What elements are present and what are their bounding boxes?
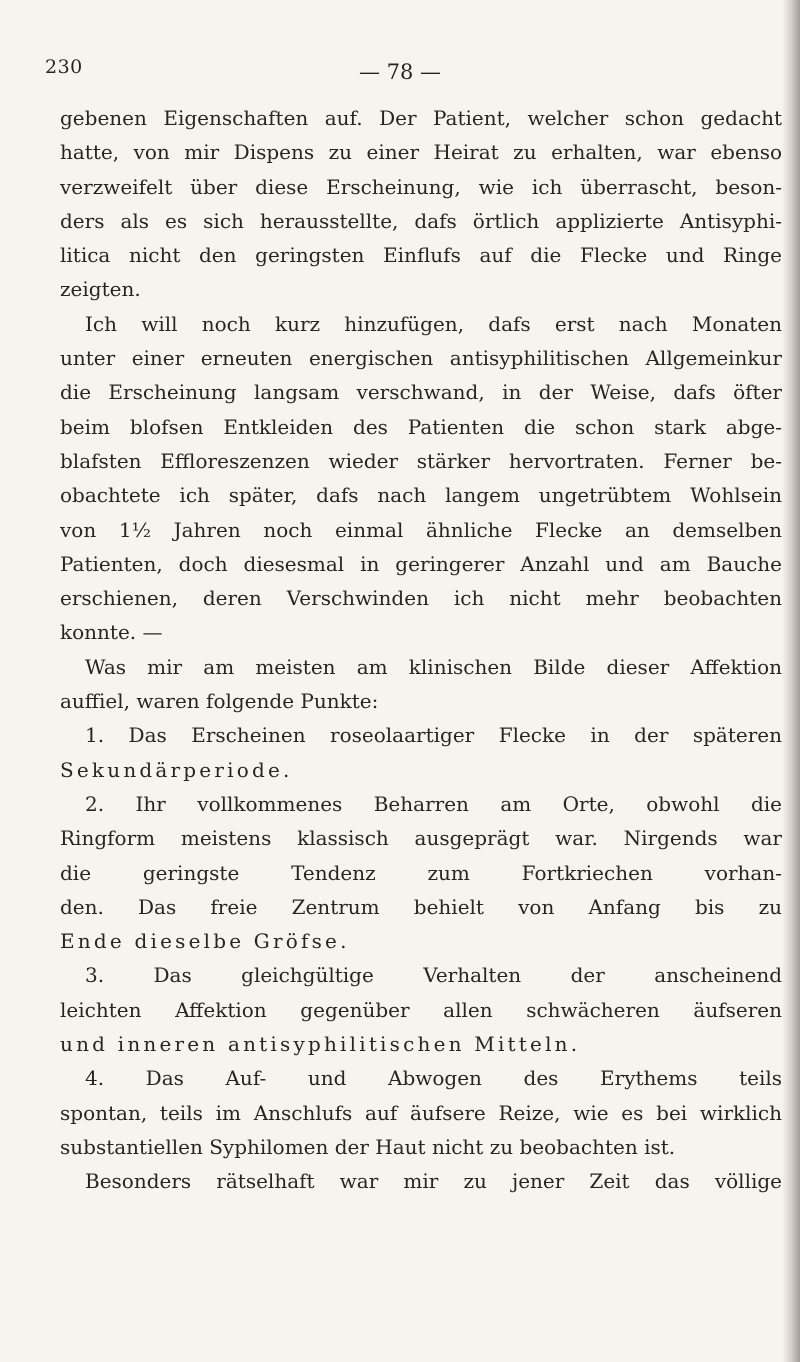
text-line: und inneren antisyphilitischen Mitteln. <box>60 1032 581 1057</box>
text-line: die geringste Tendenz zum Fortkriechen vorhan- <box>60 860 782 885</box>
body-text <box>60 101 782 1199</box>
page-edge-shadow <box>782 0 800 1362</box>
text-line: verzweifelt über diese Erscheinung, wie ich überrascht, beson- <box>60 174 782 199</box>
text-line: Was mir am meisten am klinischen Bilde dieser Affektion <box>85 654 782 679</box>
text-line: substantiellen Syphilomen der Haut nicht zu beobachten ist. <box>60 1134 676 1159</box>
text-line: den. Das freie Zentrum behielt von Anfang bis zu <box>60 894 782 919</box>
text-line: konnte. — <box>60 620 163 645</box>
text-line: zeigten. <box>60 277 141 302</box>
list-item-2: 2. Ihr vollkommenes Beharren am Orte, obwohl die <box>85 791 782 816</box>
running-head: — 78 — <box>358 60 442 84</box>
text-line: spontan, teils im Anschlufs auf äufsere Reize, wie es bei wirklich <box>60 1100 782 1125</box>
text-line: erschienen, deren Verschwinden ich nicht mehr beobachten <box>60 586 782 611</box>
text-line: beim blofsen Entkleiden des Patienten die schon stark abge- <box>60 414 782 439</box>
text-line: von 1½ Jahren noch einmal ähnliche Flecke an demselben <box>60 517 782 542</box>
text-line: Ich will noch kurz hinzufügen, dafs erst nach Monaten <box>85 311 782 336</box>
page-number: 230 <box>45 56 83 78</box>
text-line: Ringform meistens klassisch ausgeprägt war. Nirgends war <box>60 826 782 851</box>
text-line: Sekundärperiode. <box>60 757 293 782</box>
text-line: blafsten Effloreszenzen wieder stärker hervortraten. Ferner be- <box>60 448 782 473</box>
text-line: gebenen Eigenschaften auf. Der Patient, welcher schon gedacht <box>60 106 782 130</box>
text-line: ders als es sich herausstellte, dafs örtlich applizierte Antisyphi- <box>60 208 782 233</box>
text-line: Ende dieselbe Gröfse. <box>60 929 350 954</box>
list-item-1: 1. Das Erscheinen roseolaartiger Flecke in der späteren <box>85 723 782 748</box>
text-line: Besonders rätselhaft war mir zu jener Zeit das völlige <box>85 1169 782 1194</box>
text-line: hatte, von mir Dispens zu einer Heirat zu erhalten, war ebenso <box>60 140 782 165</box>
text-line: obachtete ich später, dafs nach langem ungetrübtem Wohlsein <box>60 483 782 508</box>
text-line: die Erscheinung langsam verschwand, in der Weise, dafs öfter <box>60 380 782 405</box>
list-item-3: 3. Das gleichgültige Verhalten der anscheinend <box>85 963 782 988</box>
text-line: auffiel, waren folgende Punkte: <box>60 689 379 714</box>
text-line: Patienten, doch diesesmal in geringerer Anzahl und am Bauche <box>60 551 782 576</box>
text-line: unter einer erneuten energischen antisyphilitischen Allgemeinkur <box>60 346 782 371</box>
list-item-4: 4. Das Auf- und Abwogen des Erythems teils <box>85 1066 782 1091</box>
text-line: leichten Affektion gegenüber allen schwächeren äufseren <box>60 997 782 1022</box>
text-line: litica nicht den geringsten Einflufs auf die Flecke und Ringe <box>60 243 782 268</box>
